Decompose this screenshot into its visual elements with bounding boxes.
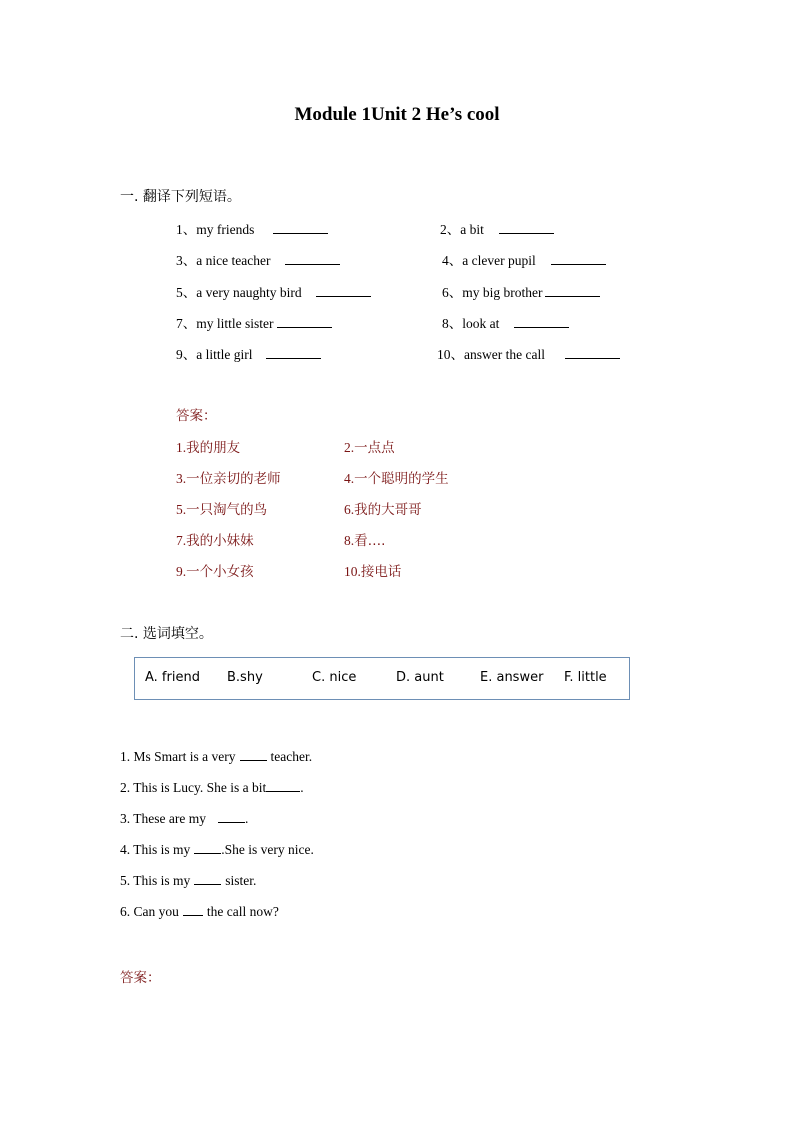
section-2-heading: 二. 选词填空。: [120, 626, 213, 642]
fill-blank[interactable]: [240, 748, 267, 761]
section-1-heading: 一. 翻译下列短语。: [120, 189, 241, 205]
answer-item: 6.我的大哥哥: [344, 502, 422, 518]
answer-item: 3.一位亲切的老师: [176, 471, 281, 487]
answer-item: 2.一点点: [344, 440, 395, 456]
phrase-item: 4、a clever pupil: [442, 249, 606, 269]
word-bank-box: [134, 657, 630, 700]
page-title: Module 1Unit 2 He’s cool: [294, 104, 500, 125]
word-option: E. answer: [480, 670, 544, 685]
phrase-item: 9、a little girl: [176, 343, 321, 363]
phrase-item: 2、a bit: [440, 218, 554, 238]
word-option: D. aunt: [396, 670, 444, 685]
answer-blank[interactable]: [545, 284, 600, 297]
fill-sentence: 4. This is my .She is very nice.: [120, 842, 314, 857]
fill-sentence: 1. Ms Smart is a very teacher.: [120, 749, 313, 764]
answer-blank[interactable]: [514, 315, 569, 328]
phrase-item: 5、a very naughty bird: [176, 281, 371, 301]
answer-item: 4.一个聪明的学生: [344, 471, 449, 487]
word-option: B.shy: [227, 670, 263, 685]
phrase-item: 10、answer the call: [437, 343, 620, 363]
fill-sentence: 5. This is my sister.: [120, 873, 257, 888]
answer-blank[interactable]: [266, 346, 321, 359]
fill-blank[interactable]: [194, 872, 221, 885]
phrase-item: 7、my little sister: [176, 312, 332, 332]
fill-sentence: 6. Can you the call now?: [120, 904, 279, 919]
fill-sentence: 3. These are my .: [120, 811, 249, 826]
fill-sentence: 2. This is Lucy. She is a bit .: [120, 780, 304, 795]
word-option: A. friend: [145, 670, 200, 685]
phrase-item: 6、my big brother: [442, 281, 600, 301]
answer-item: 8.看….: [344, 533, 386, 549]
answer-item: 1.我的朋友: [176, 440, 241, 456]
phrase-item: 8、look at: [442, 312, 569, 332]
answer-label: 答案：: [120, 970, 161, 986]
answer-blank[interactable]: [273, 221, 328, 234]
word-option: C. nice: [312, 670, 357, 685]
phrase-item: 1、my friends: [176, 218, 328, 238]
answer-item: 5.一只淘气的鸟: [176, 502, 268, 518]
fill-blank[interactable]: [266, 779, 300, 792]
answer-blank[interactable]: [551, 252, 606, 265]
word-option: F. little: [564, 670, 607, 685]
answer-label: 答案：: [176, 408, 217, 424]
answer-item: 10.接电话: [344, 564, 402, 580]
fill-blank[interactable]: [218, 810, 245, 823]
answer-item: 9.一个小女孩: [176, 564, 254, 580]
answer-blank[interactable]: [316, 284, 371, 297]
answer-blank[interactable]: [285, 252, 340, 265]
answer-blank[interactable]: [499, 221, 554, 234]
answer-item: 7.我的小妹妹: [176, 533, 254, 549]
answer-blank[interactable]: [277, 315, 332, 328]
fill-blank[interactable]: [194, 841, 221, 854]
fill-blank[interactable]: [183, 903, 203, 916]
answer-blank[interactable]: [565, 346, 620, 359]
phrase-item: 3、a nice teacher: [176, 249, 340, 269]
